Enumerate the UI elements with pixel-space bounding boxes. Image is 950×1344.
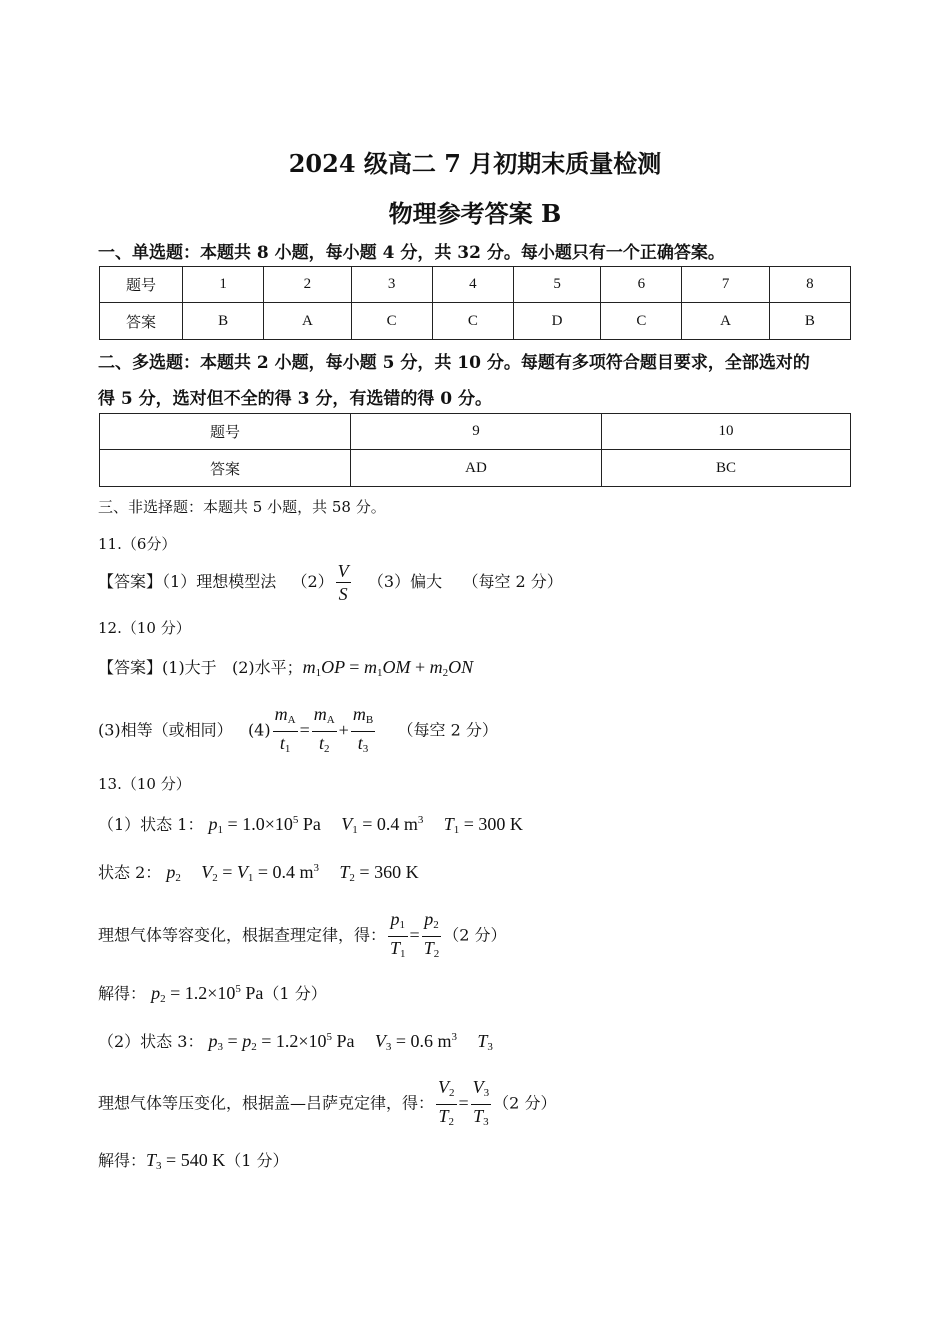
table-row-numbers [100,414,851,450]
table-row-answers [100,450,851,487]
answer-cell: C [351,303,432,340]
question-number: 5 [513,267,600,303]
section2-heading-line2: 得 5 分，选对但不全的得 3 分，有选错的得 0 分。 [98,389,492,409]
page-subtitle: 物理参考答案 B [388,199,562,228]
q12-answer-line1: 【答案】(1)大于 (2)水平；m1OP = m1OM + m2ON [98,657,474,679]
section3-heading: 三、非选择题：本题共 5 小题，共 58 分。 [98,498,386,516]
answer-cell: B [183,303,264,340]
momentum-equation: m1OP = m1OM + m2ON [302,657,474,679]
q12-header: 12.（10 分） [98,619,191,637]
page-title: 2024 级高二 7 月初期末质量检测 [288,149,662,178]
question-number: 7 [682,267,769,303]
question-number: 9 [351,414,602,450]
q13-state2: 状态 2： p2 V2 = V1 = 0.4 $m^3$ T2 = 360 K [98,862,419,884]
question-number: 4 [432,267,513,303]
q12-answer-line2: (3)相等（或相同） (4) $\frac{mA}{t1}$ = $\frac{mA}{t2}$ + $\frac{mB}{t3}$ （每空 2 分） [98,704,498,755]
q13-charles-law-line: 理想气体等容变化，根据查理定律，得： $\frac{p1}{T1}$ = $\frac{p2}{T2}$ （2 分） [98,909,507,960]
question-number: 2 [264,267,351,303]
question-number: 1 [183,267,264,303]
q11-answer-line: 【答案】（1）理想模型法 （2） $\frac{V}{S}$ （3）偏大 （每空 2 分） [98,561,563,604]
answer-cell: AD [351,450,602,487]
answer-tag: 【答案】 [98,572,163,591]
table-row-answers [100,303,851,340]
isobaric-equation: $\frac{V2}{T2}$ = $\frac{V3}{T3}$ [438,1077,490,1128]
row-label: 答案 [100,450,351,487]
q13-solve-p2: 解得： $p2 = 1.2\times 10^5$ Pa（1 分） [98,983,327,1005]
answer-cell: BC [602,450,851,487]
answer-cell: C [601,303,682,340]
q13-state3: （2）状态 3： $p3 = p2 = 1.2\times 10^5$ Pa V3 = 0.6 $m^3$ T3 [98,1031,493,1053]
answer-cell: C [432,303,513,340]
row-label: 题号 [100,414,351,450]
answer-tag: 【答案】 [98,658,163,677]
row-label: 题号 [100,267,183,303]
section1-heading: 一、单选题：本题共 8 小题，每小题 4 分，共 32 分。每小题只有一个正确答案。 [98,243,725,263]
q13-header: 13.（10 分） [98,775,191,793]
section2-answer-table [99,413,851,487]
section2-heading-line1: 二、多选题：本题共 2 小题，每小题 5 分，共 10 分。每题有多项符合题目要求，全部选对的 [98,353,810,373]
isochoric-equation: $\frac{p1}{T1}$ = $\frac{p2}{T2}$ [390,909,440,960]
q13-state1: （1）状态 1： $p1 = 1.0\times 10^5$ Pa V1 = 0.4 $m^3$ T1 = 300 K [98,814,523,836]
table-row-numbers [100,267,851,303]
answer-cell: B [769,303,850,340]
question-number: 6 [601,267,682,303]
question-number: 8 [769,267,850,303]
question-number: 10 [602,414,851,450]
question-number: 3 [351,267,432,303]
q13-solve-t3: 解得：T3 = 540 K（1 分） [98,1150,289,1172]
q13-gay-lussac-line: 理想气体等压变化，根据盖—吕萨克定律，得： $\frac{V2}{T2}$ = $\frac{V3}{T3}$ （2 分） [98,1077,557,1128]
answer-cell: A [682,303,769,340]
q11-header: 11.（6分） [98,535,177,553]
time-equation: $\frac{mA}{t1}$ = $\frac{mA}{t2}$ + $\frac{mB}{t3}$ [274,704,374,755]
section1-answer-table [99,266,851,340]
row-label: 答案 [100,303,183,340]
answer-cell: A [264,303,351,340]
answer-cell: D [513,303,600,340]
fraction-v-over-s: $\frac{V}{S}$ [337,561,349,604]
